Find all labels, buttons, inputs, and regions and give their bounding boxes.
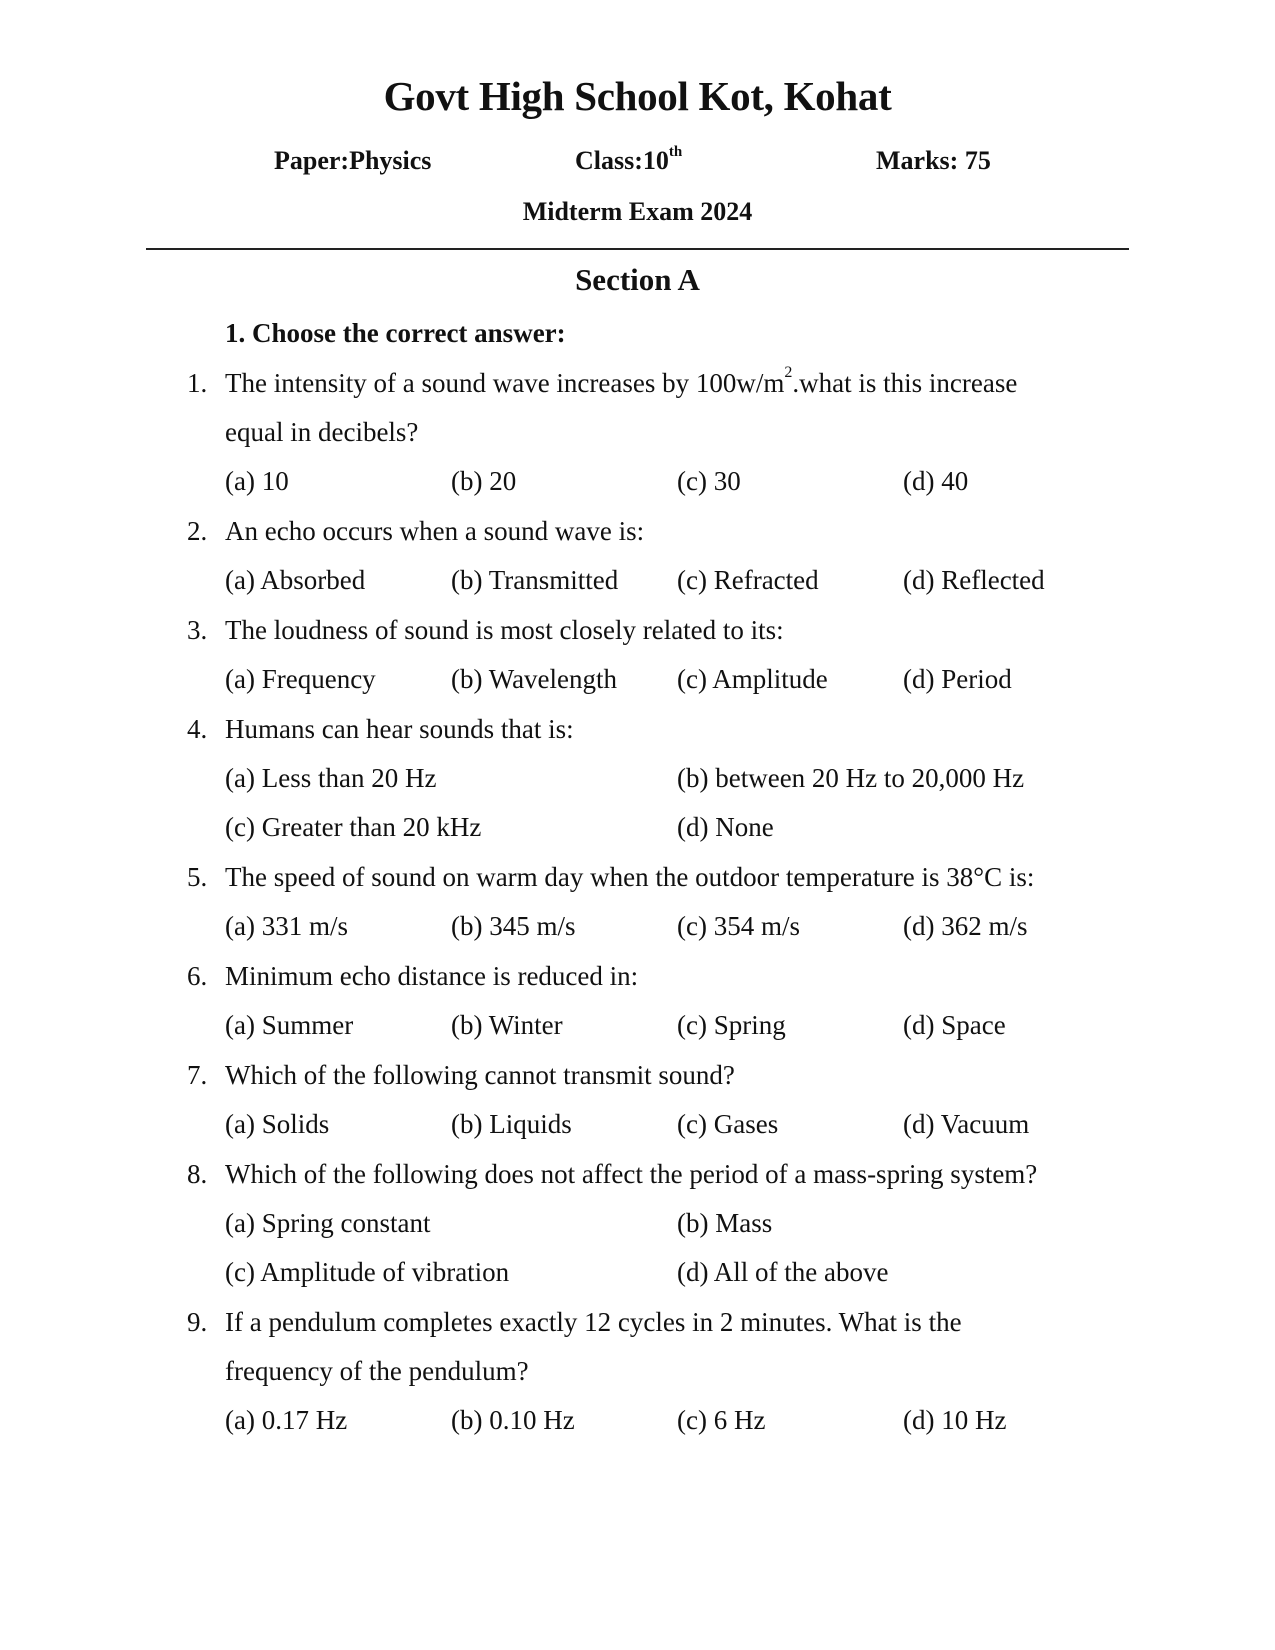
option-b: (b) between 20 Hz to 20,000 Hz <box>677 763 1025 793</box>
question-text-continued: frequency of the pendulum? <box>225 1356 529 1386</box>
option-c: (c) Refracted <box>677 565 819 595</box>
question-number: 8. <box>187 1159 208 1189</box>
exam-title: Midterm Exam 2024 <box>522 197 753 226</box>
option-c: (c) Amplitude <box>677 664 828 694</box>
option-a: (a) 0.17 Hz <box>225 1405 348 1435</box>
option-d: (d) 10 Hz <box>903 1405 1007 1435</box>
option-a: (a) Summer <box>225 1010 354 1040</box>
option-c: (c) Spring <box>677 1010 786 1040</box>
question-number: 6. <box>187 961 208 991</box>
instruction: 1. Choose the correct answer: <box>225 318 566 348</box>
question-text: Which of the following cannot transmit sound? <box>225 1060 735 1090</box>
question-number: 9. <box>187 1307 208 1337</box>
option-d: (d) Space <box>903 1010 1006 1040</box>
option-a: (a) Less than 20 Hz <box>225 763 437 793</box>
option-a: (a) 331 m/s <box>225 911 348 941</box>
question-text: The loudness of sound is most closely related to its: <box>225 615 784 645</box>
class-label: Class:10 <box>575 146 669 175</box>
option-c: (c) Greater than 20 kHz <box>225 812 482 842</box>
question-text-continued: equal in decibels? <box>225 417 419 447</box>
question-text: The speed of sound on warm day when the outdoor temperature is 38°C is: <box>225 862 1035 892</box>
question-text-part: .what is this increase <box>792 368 1018 398</box>
question-number: 4. <box>187 714 208 744</box>
question-text: Humans can hear sounds that is: <box>225 714 574 744</box>
class-superscript: th <box>668 144 683 160</box>
question-number: 2. <box>187 516 208 546</box>
question-number: 3. <box>187 615 208 645</box>
option-c: (c) 354 m/s <box>677 911 800 941</box>
question-text <box>225 364 1018 399</box>
option-b: (b) 20 <box>451 466 517 496</box>
total-marks: Marks: 75 <box>876 146 991 175</box>
option-c: (c) 30 <box>677 466 741 496</box>
question-text: Which of the following does not affect the period of a mass-spring system? <box>225 1159 1038 1189</box>
option-a: (a) Frequency <box>225 664 376 694</box>
option-c: (c) Gases <box>677 1109 779 1139</box>
question-text: If a pendulum completes exactly 12 cycles in 2 minutes. What is the <box>225 1307 962 1337</box>
option-a: (a) Spring constant <box>225 1208 431 1238</box>
class-level <box>575 146 682 176</box>
option-d: (d) 362 m/s <box>903 911 1028 941</box>
option-b: (b) 0.10 Hz <box>451 1405 575 1435</box>
question-number: 7. <box>187 1060 208 1090</box>
option-a: (a) Absorbed <box>225 565 366 595</box>
school-title: Govt High School Kot, Kohat <box>383 73 892 119</box>
option-d: (d) Period <box>903 664 1012 694</box>
superscript: 2 <box>784 364 793 381</box>
option-b: (b) Mass <box>677 1208 773 1238</box>
question-number: 1. <box>187 368 208 398</box>
paper-subject: Paper:Physics <box>274 146 432 175</box>
option-a: (a) Solids <box>225 1109 330 1139</box>
option-c: (c) 6 Hz <box>677 1405 766 1435</box>
option-b: (b) Liquids <box>451 1109 572 1139</box>
option-d: (d) None <box>677 812 774 842</box>
option-d: (d) Vacuum <box>903 1109 1030 1139</box>
option-b: (b) Winter <box>451 1010 563 1040</box>
option-d: (d) 40 <box>903 466 969 496</box>
option-a: (a) 10 <box>225 466 289 496</box>
option-b: (b) Wavelength <box>451 664 618 694</box>
option-b: (b) Transmitted <box>451 565 619 595</box>
option-d: (d) All of the above <box>677 1257 889 1287</box>
question-text: An echo occurs when a sound wave is: <box>225 516 645 546</box>
question-text: Minimum echo distance is reduced in: <box>225 961 639 991</box>
option-b: (b) 345 m/s <box>451 911 576 941</box>
section-title: Section A <box>575 262 700 297</box>
question-number: 5. <box>187 862 208 892</box>
option-d: (d) Reflected <box>903 565 1045 595</box>
question-text-part: The intensity of a sound wave increases by 100w/m <box>225 368 785 398</box>
header-divider <box>146 248 1129 250</box>
option-c: (c) Amplitude of vibration <box>225 1257 510 1287</box>
